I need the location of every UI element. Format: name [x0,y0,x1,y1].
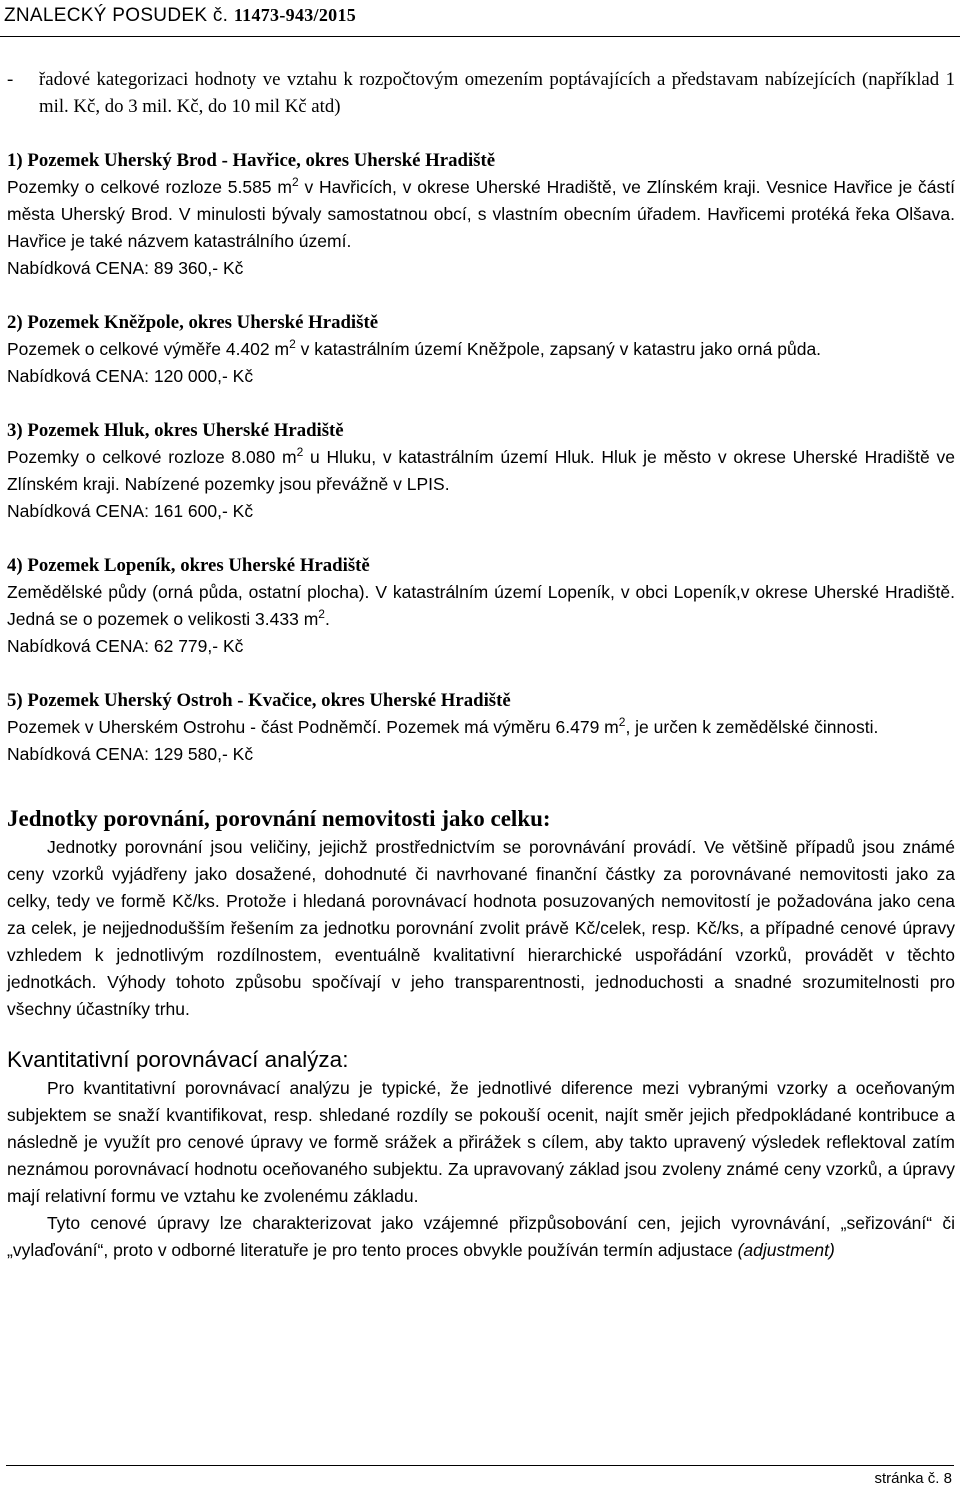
section-body-quant-1: Pro kvantitativní porovnávací analýzu je typické, že jednotlivé diference mezi vybranými vzorky a oceňovaným subjektem se snaží kvantifikovat, resp. shledané rozdíly se pokouší ocenit, najít směr jejich předpokládané kontribuce a následně je využít pro cenové úpravy ve formě srážek a přirážek s cílem, aby takto upravený výsledek reflektoval zatím neznámou porovnávací hodnotu oceňovaného subjektu. Za upravovaný základ jsou zvoleny známé ceny vzorků, a úpravy mají relativní formu ve vztahu ke zvolenému základu. [7,1078,955,1206]
listing-description: Pozemek v Uherském Ostrohu - část Podněmčí. Pozemek má výměru 6.479 $m^2$, je určen k zemědělské činnosti. [7,715,879,737]
bullet-dash: - [7,69,14,90]
intro-bullet [7,66,955,120]
document-title-text: ZNALECKÝ POSUDEK č. [4,5,234,26]
listing-price: Nabídková CENA: 161 600,- Kč [7,501,254,521]
document-title [4,5,356,27]
listing-price: Nabídková CENA: 120 000,- Kč [7,366,254,386]
listing-title: 3) Pozemek Hluk, okres Uherské Hradiště [7,420,344,441]
listing-price: Nabídková CENA: 89 360,- Kč [7,258,244,278]
listing-title: 2) Pozemek Kněžpole, okres Uherské Hradiště [7,312,379,333]
listing-description: Pozemky o celkové rozloze 8.080 $m^2$ u Hluku, v katastrálním území Hluk. Hluk je město v okrese Uherské Hradiště ve Zlínském kraji. Nabízené pozemky jsou převážně v LPIS. [7,445,955,494]
listing-title: 5) Pozemek Uherský Ostroh - Kvačice, okres Uherské Hradiště [7,690,511,711]
adjustment-term: (adjustment) [737,1240,835,1260]
listing-description: Zemědělské půdy (orná půda, ostatní plocha). V katastrálním území Lopeník, v obci Lopeník,v okrese Uherské Hradiště. Jedná se o pozemek o velikosti 3.433 $m^2$. [7,582,955,629]
listing-item [7,417,955,525]
footer-divider [6,1465,954,1466]
listing-item [7,552,955,660]
listing-description: Pozemky o celkové rozloze 5.585 $m^2$ v Havřicích, v okrese Uherské Hradiště, ve Zlínském kraji. Vesnice Havřice je částí města Uherský Brod. V minulosti bývaly samostatnou obcí, s vlastním obecním úřadem. Havřicemi protéká řeka Olšava. Havřice je také názvem katastrálního území. [7,175,955,251]
listing-price: Nabídková CENA: 129 580,- Kč [7,744,254,764]
listing-title: 4) Pozemek Lopeník, okres Uherské Hradiště [7,555,370,576]
listing-title: 1) Pozemek Uherský Brod - Havřice, okres Uherské Hradiště [7,150,496,171]
listing-price: Nabídková CENA: 62 779,- Kč [7,636,244,656]
listing-item [7,309,955,390]
page-header [0,0,960,37]
section-body-quant-2: Tyto cenové úpravy lze charakterizovat jako vzájemné přizpůsobování cen, jejich vyrovnávání, „seřizování“ či „vylaďování“, proto v odborné literatuře je pro tento proces obvykle používán termín adjustace (adjustment) [7,1213,955,1260]
page-content [7,66,955,1264]
page-number: stránka č. 8 [874,1470,952,1487]
document-number: 11473-943/2015 [233,5,357,25]
section-heading-quant: Kvantitativní porovnávací analýza: [7,1047,349,1072]
section-body-units: Jednotky porovnání jsou veličiny, jejichž prostřednictvím se porovnávání provádí. Ve většině případů jsou známé ceny vzorků vyjádřeny jako dosažené, dohodnuté či navrhované finanční částky za porovnávané nemovitosti jako za celky, tedy ve formě Kč/ks. Protože i hledaná porovnávací hodnota posuzovaných nemovitostí je požadována jako cena za celek, je nejjednodušším řešením za jednotku porovnání zvolit právě Kč/celek, resp. Kč/ks, a případné cenové úpravy vzhledem k jednotlivým rozdílnostem, eventuálně kvalitativní hierarchické uspořádání vzorků, provádět v těchto jednotkách. Výhody tohoto způsobu spočívají v jeho transparentnosti, jednoduchosti a snadné srozumitelnosti pro všechny účastníky trhu. [7,837,955,1019]
listing-item [7,147,955,282]
listing-description: Pozemek o celkové výměře 4.402 $m^2$ v katastrálním území Kněžpole, zapsaný v katastru jako orná půda. [7,337,822,359]
section-heading-units: Jednotky porovnání, porovnání nemovitosti jako celku: [7,806,551,831]
intro-text: řadové kategorizaci hodnoty ve vztahu k rozpočtovým omezením poptávajících a představam nabízejících (například 1 mil. Kč, do 3 mil. Kč, do 10 mil Kč atd) [39,69,955,117]
listing-item [7,687,955,768]
